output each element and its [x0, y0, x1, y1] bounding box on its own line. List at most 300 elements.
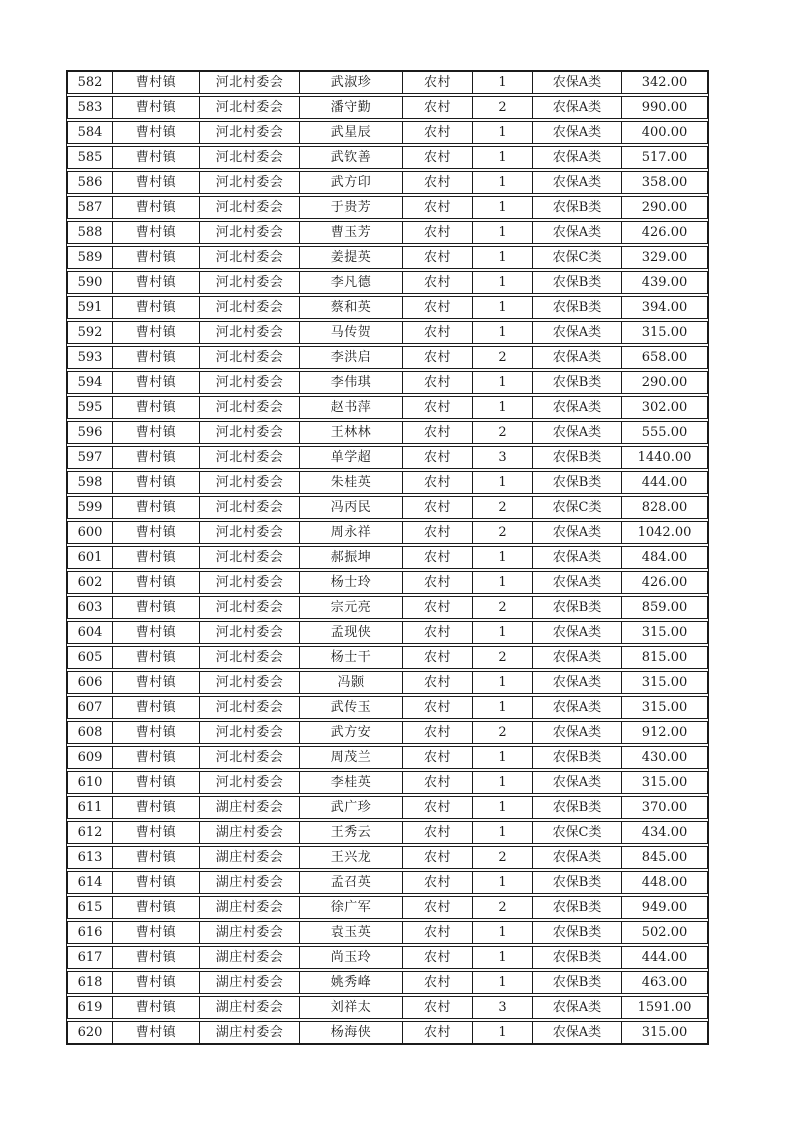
- cell-residence-type: 农村: [403, 72, 473, 93]
- cell-seq: 604: [68, 622, 113, 643]
- cell-person-count: 2: [473, 647, 533, 668]
- cell-town: 曹村镇: [113, 172, 200, 193]
- cell-amount: 555.00: [641, 425, 688, 440]
- cell-insurance-category: 农保B类: [533, 447, 622, 468]
- cell-amount: 315.00: [641, 775, 688, 790]
- cell-person-count: 1: [473, 572, 533, 593]
- cell-amount: 484.00: [641, 550, 688, 565]
- cell-person-count: 1: [473, 547, 533, 568]
- cell-amount: 1440.00: [637, 450, 692, 465]
- cell-seq: 599: [68, 497, 113, 518]
- cell-residence-type: 农村: [403, 347, 473, 368]
- cell-residence-type: 农村: [403, 697, 473, 718]
- cell-seq: 601: [68, 547, 113, 568]
- cell-residence-type: 农村: [403, 447, 473, 468]
- cell-amount: 394.00: [641, 300, 688, 315]
- cell-person-count: 2: [473, 422, 533, 443]
- cell-village: 河北村委会: [200, 397, 300, 418]
- cell-insurance-category: 农保A类: [533, 347, 622, 368]
- cell-person-count: 2: [473, 847, 533, 868]
- cell-amount: 1591.00: [637, 1000, 692, 1015]
- cell-village: 河北村委会: [200, 722, 300, 743]
- cell-person-name: 冯颢: [300, 672, 403, 693]
- cell-insurance-category: 农保B类: [533, 922, 622, 943]
- cell-person-count: 1: [473, 72, 533, 93]
- cell-town: 曹村镇: [113, 747, 200, 768]
- cell-person-name: 冯丙民: [300, 497, 403, 518]
- cell-insurance-category: 农保B类: [533, 897, 622, 918]
- cell-person-count: 3: [473, 997, 533, 1018]
- cell-insurance-category: 农保B类: [533, 372, 622, 393]
- cell-person-count: 2: [473, 897, 533, 918]
- cell-person-name: 宗元亮: [300, 597, 403, 618]
- cell-insurance-category: 农保A类: [533, 322, 622, 343]
- cell-person-name: 蔡和英: [300, 297, 403, 318]
- cell-person-count: 1: [473, 397, 533, 418]
- table-row: [67, 946, 708, 969]
- cell-person-name: 武方印: [300, 172, 403, 193]
- table-row: [67, 471, 708, 494]
- cell-residence-type: 农村: [403, 947, 473, 968]
- cell-village: 河北村委会: [200, 272, 300, 293]
- cell-village: 河北村委会: [200, 347, 300, 368]
- cell-amount: 400.00: [641, 125, 688, 140]
- cell-town: 曹村镇: [113, 247, 200, 268]
- cell-person-name: 武星辰: [300, 122, 403, 143]
- cell-person-name: 孟现侠: [300, 622, 403, 643]
- cell-insurance-category: 农保B类: [533, 747, 622, 768]
- cell-person-name: 朱桂英: [300, 472, 403, 493]
- cell-person-name: 武传玉: [300, 697, 403, 718]
- cell-residence-type: 农村: [403, 847, 473, 868]
- cell-seq: 588: [68, 222, 113, 243]
- cell-person-name: 姜提英: [300, 247, 403, 268]
- cell-village: 河北村委会: [200, 772, 300, 793]
- cell-residence-type: 农村: [403, 747, 473, 768]
- cell-seq: 616: [68, 922, 113, 943]
- cell-amount: 912.00: [641, 725, 688, 740]
- cell-town: 曹村镇: [113, 272, 200, 293]
- cell-residence-type: 农村: [403, 147, 473, 168]
- cell-person-count: 3: [473, 447, 533, 468]
- cell-insurance-category: 农保C类: [533, 822, 622, 843]
- cell-amount: 315.00: [641, 700, 688, 715]
- cell-person-count: 2: [473, 522, 533, 543]
- table-row: [67, 896, 708, 919]
- cell-person-count: 1: [473, 672, 533, 693]
- cell-village: 河北村委会: [200, 97, 300, 118]
- cell-seq: 614: [68, 872, 113, 893]
- cell-person-name: 周永祥: [300, 522, 403, 543]
- table-row: [67, 921, 708, 944]
- cell-residence-type: 农村: [403, 372, 473, 393]
- cell-person-name: 武广珍: [300, 797, 403, 818]
- cell-person-count: 1: [473, 972, 533, 993]
- cell-residence-type: 农村: [403, 497, 473, 518]
- cell-village: 河北村委会: [200, 622, 300, 643]
- cell-amount: 290.00: [641, 375, 688, 390]
- cell-seq: 605: [68, 647, 113, 668]
- table-row: [67, 746, 708, 769]
- cell-seq: 584: [68, 122, 113, 143]
- cell-amount: 358.00: [641, 175, 688, 190]
- cell-person-count: 2: [473, 97, 533, 118]
- table-row: [67, 696, 708, 719]
- cell-residence-type: 农村: [403, 797, 473, 818]
- cell-residence-type: 农村: [403, 522, 473, 543]
- cell-seq: 606: [68, 672, 113, 693]
- cell-residence-type: 农村: [403, 572, 473, 593]
- cell-person-name: 曹玉芳: [300, 222, 403, 243]
- table-row: [67, 646, 708, 669]
- cell-town: 曹村镇: [113, 947, 200, 968]
- cell-insurance-category: 农保A类: [533, 997, 622, 1018]
- subsidy-table: [66, 70, 709, 1045]
- cell-residence-type: 农村: [403, 322, 473, 343]
- cell-amount: 315.00: [641, 625, 688, 640]
- cell-residence-type: 农村: [403, 647, 473, 668]
- table-row: [67, 1021, 708, 1044]
- table-row: [67, 171, 708, 194]
- cell-village: 河北村委会: [200, 422, 300, 443]
- cell-residence-type: 农村: [403, 97, 473, 118]
- cell-residence-type: 农村: [403, 397, 473, 418]
- cell-town: 曹村镇: [113, 447, 200, 468]
- cell-town: 曹村镇: [113, 697, 200, 718]
- cell-residence-type: 农村: [403, 772, 473, 793]
- cell-town: 曹村镇: [113, 772, 200, 793]
- cell-person-count: 1: [473, 297, 533, 318]
- cell-village: 河北村委会: [200, 472, 300, 493]
- cell-amount: 815.00: [641, 650, 688, 665]
- cell-person-count: 1: [473, 122, 533, 143]
- cell-amount: 315.00: [641, 675, 688, 690]
- cell-village: 湖庄村委会: [200, 797, 300, 818]
- table-row: [67, 796, 708, 819]
- cell-village: 河北村委会: [200, 647, 300, 668]
- cell-person-count: 1: [473, 322, 533, 343]
- cell-residence-type: 农村: [403, 822, 473, 843]
- cell-seq: 592: [68, 322, 113, 343]
- cell-village: 河北村委会: [200, 672, 300, 693]
- table-row: [67, 971, 708, 994]
- table-row: [67, 71, 708, 94]
- cell-person-name: 袁玉英: [300, 922, 403, 943]
- table-row: [67, 221, 708, 244]
- table-row: [67, 421, 708, 444]
- cell-town: 曹村镇: [113, 847, 200, 868]
- cell-person-count: 2: [473, 347, 533, 368]
- cell-person-count: 2: [473, 722, 533, 743]
- table-row: [67, 846, 708, 869]
- cell-insurance-category: 农保A类: [533, 147, 622, 168]
- cell-amount: 828.00: [641, 500, 688, 515]
- cell-town: 曹村镇: [113, 872, 200, 893]
- cell-town: 曹村镇: [113, 922, 200, 943]
- cell-residence-type: 农村: [403, 597, 473, 618]
- cell-town: 曹村镇: [113, 72, 200, 93]
- cell-person-count: 1: [473, 797, 533, 818]
- cell-person-name: 李桂英: [300, 772, 403, 793]
- cell-village: 河北村委会: [200, 447, 300, 468]
- table-row: [67, 771, 708, 794]
- cell-insurance-category: 农保B类: [533, 872, 622, 893]
- cell-person-count: 1: [473, 1022, 533, 1043]
- table-row: [67, 271, 708, 294]
- cell-town: 曹村镇: [113, 497, 200, 518]
- cell-person-name: 周茂兰: [300, 747, 403, 768]
- cell-residence-type: 农村: [403, 997, 473, 1018]
- cell-person-count: 1: [473, 222, 533, 243]
- cell-person-count: 2: [473, 597, 533, 618]
- cell-person-count: 1: [473, 172, 533, 193]
- cell-person-name: 杨士干: [300, 647, 403, 668]
- cell-amount: 370.00: [641, 800, 688, 815]
- cell-amount: 444.00: [641, 950, 688, 965]
- cell-residence-type: 农村: [403, 422, 473, 443]
- cell-town: 曹村镇: [113, 572, 200, 593]
- cell-residence-type: 农村: [403, 197, 473, 218]
- cell-town: 曹村镇: [113, 472, 200, 493]
- cell-insurance-category: 农保A类: [533, 572, 622, 593]
- cell-insurance-category: 农保B类: [533, 197, 622, 218]
- cell-seq: 590: [68, 272, 113, 293]
- cell-amount: 502.00: [641, 925, 688, 940]
- cell-village: 河北村委会: [200, 172, 300, 193]
- cell-seq: 613: [68, 847, 113, 868]
- cell-person-name: 王林林: [300, 422, 403, 443]
- cell-town: 曹村镇: [113, 647, 200, 668]
- table-row: [67, 821, 708, 844]
- cell-residence-type: 农村: [403, 622, 473, 643]
- cell-amount: 859.00: [641, 600, 688, 615]
- cell-seq: 582: [68, 72, 113, 93]
- cell-person-count: 1: [473, 922, 533, 943]
- cell-residence-type: 农村: [403, 472, 473, 493]
- cell-village: 河北村委会: [200, 147, 300, 168]
- cell-seq: 608: [68, 722, 113, 743]
- table-row: [67, 671, 708, 694]
- cell-person-name: 武淑珍: [300, 72, 403, 93]
- cell-residence-type: 农村: [403, 222, 473, 243]
- cell-person-count: 1: [473, 622, 533, 643]
- cell-seq: 602: [68, 572, 113, 593]
- cell-amount: 517.00: [641, 150, 688, 165]
- cell-seq: 595: [68, 397, 113, 418]
- cell-town: 曹村镇: [113, 322, 200, 343]
- cell-town: 曹村镇: [113, 672, 200, 693]
- cell-seq: 585: [68, 147, 113, 168]
- cell-seq: 615: [68, 897, 113, 918]
- cell-person-name: 郝振坤: [300, 547, 403, 568]
- cell-seq: 607: [68, 697, 113, 718]
- cell-amount: 315.00: [641, 1025, 688, 1040]
- cell-insurance-category: 农保A类: [533, 647, 622, 668]
- cell-person-name: 赵书萍: [300, 397, 403, 418]
- cell-seq: 609: [68, 747, 113, 768]
- cell-seq: 611: [68, 797, 113, 818]
- cell-insurance-category: 农保B类: [533, 797, 622, 818]
- cell-seq: 598: [68, 472, 113, 493]
- cell-insurance-category: 农保B类: [533, 972, 622, 993]
- table-row: [67, 596, 708, 619]
- table-row: [67, 371, 708, 394]
- cell-insurance-category: 农保A类: [533, 72, 622, 93]
- cell-insurance-category: 农保A类: [533, 1022, 622, 1043]
- cell-residence-type: 农村: [403, 297, 473, 318]
- cell-residence-type: 农村: [403, 247, 473, 268]
- cell-town: 曹村镇: [113, 1022, 200, 1043]
- cell-person-count: 1: [473, 272, 533, 293]
- cell-village: 河北村委会: [200, 547, 300, 568]
- cell-amount: 439.00: [641, 275, 688, 290]
- table-row: [67, 721, 708, 744]
- cell-residence-type: 农村: [403, 547, 473, 568]
- table-row: [67, 246, 708, 269]
- cell-person-name: 潘守勤: [300, 97, 403, 118]
- cell-person-name: 姚秀峰: [300, 972, 403, 993]
- cell-seq: 619: [68, 997, 113, 1018]
- cell-seq: 603: [68, 597, 113, 618]
- cell-seq: 596: [68, 422, 113, 443]
- cell-village: 湖庄村委会: [200, 947, 300, 968]
- table-row: [67, 996, 708, 1019]
- cell-town: 曹村镇: [113, 972, 200, 993]
- cell-person-count: 1: [473, 147, 533, 168]
- cell-insurance-category: 农保B类: [533, 472, 622, 493]
- cell-amount: 658.00: [641, 350, 688, 365]
- table-row: [67, 146, 708, 169]
- cell-insurance-category: 农保A类: [533, 697, 622, 718]
- cell-village: 河北村委会: [200, 222, 300, 243]
- cell-insurance-category: 农保A类: [533, 772, 622, 793]
- table-row: [67, 546, 708, 569]
- cell-insurance-category: 农保A类: [533, 547, 622, 568]
- cell-insurance-category: 农保A类: [533, 172, 622, 193]
- cell-seq: 586: [68, 172, 113, 193]
- cell-town: 曹村镇: [113, 522, 200, 543]
- cell-amount: 463.00: [641, 975, 688, 990]
- cell-amount: 434.00: [641, 825, 688, 840]
- cell-amount: 430.00: [641, 750, 688, 765]
- cell-town: 曹村镇: [113, 997, 200, 1018]
- cell-person-name: 李伟琪: [300, 372, 403, 393]
- cell-seq: 583: [68, 97, 113, 118]
- cell-village: 湖庄村委会: [200, 872, 300, 893]
- cell-insurance-category: 农保B类: [533, 297, 622, 318]
- cell-town: 曹村镇: [113, 347, 200, 368]
- cell-person-name: 李洪启: [300, 347, 403, 368]
- cell-village: 河北村委会: [200, 297, 300, 318]
- table-row: [67, 296, 708, 319]
- cell-insurance-category: 农保A类: [533, 222, 622, 243]
- cell-insurance-category: 农保A类: [533, 722, 622, 743]
- cell-amount: 1042.00: [637, 525, 692, 540]
- cell-residence-type: 农村: [403, 172, 473, 193]
- cell-town: 曹村镇: [113, 147, 200, 168]
- cell-seq: 600: [68, 522, 113, 543]
- cell-village: 河北村委会: [200, 747, 300, 768]
- cell-town: 曹村镇: [113, 822, 200, 843]
- cell-residence-type: 农村: [403, 272, 473, 293]
- cell-village: 湖庄村委会: [200, 1022, 300, 1043]
- cell-amount: 990.00: [641, 100, 688, 115]
- cell-insurance-category: 农保A类: [533, 397, 622, 418]
- cell-residence-type: 农村: [403, 122, 473, 143]
- cell-residence-type: 农村: [403, 922, 473, 943]
- cell-town: 曹村镇: [113, 547, 200, 568]
- table-row: [67, 96, 708, 119]
- cell-insurance-category: 农保A类: [533, 672, 622, 693]
- cell-seq: 610: [68, 772, 113, 793]
- table-row: [67, 346, 708, 369]
- cell-town: 曹村镇: [113, 797, 200, 818]
- cell-insurance-category: 农保A类: [533, 422, 622, 443]
- cell-person-name: 徐广军: [300, 897, 403, 918]
- cell-village: 河北村委会: [200, 522, 300, 543]
- table-row: [67, 496, 708, 519]
- cell-person-count: 1: [473, 372, 533, 393]
- cell-seq: 620: [68, 1022, 113, 1043]
- cell-person-count: 1: [473, 822, 533, 843]
- cell-town: 曹村镇: [113, 422, 200, 443]
- cell-amount: 426.00: [641, 225, 688, 240]
- cell-insurance-category: 农保C类: [533, 497, 622, 518]
- cell-town: 曹村镇: [113, 297, 200, 318]
- cell-town: 曹村镇: [113, 122, 200, 143]
- cell-amount: 329.00: [641, 250, 688, 265]
- cell-insurance-category: 农保B类: [533, 597, 622, 618]
- cell-town: 曹村镇: [113, 722, 200, 743]
- cell-person-count: 1: [473, 747, 533, 768]
- cell-town: 曹村镇: [113, 622, 200, 643]
- cell-village: 河北村委会: [200, 497, 300, 518]
- cell-person-name: 李凡德: [300, 272, 403, 293]
- cell-amount: 302.00: [641, 400, 688, 415]
- cell-person-count: 1: [473, 772, 533, 793]
- cell-amount: 426.00: [641, 575, 688, 590]
- cell-person-count: 1: [473, 872, 533, 893]
- cell-person-count: 1: [473, 947, 533, 968]
- cell-village: 河北村委会: [200, 197, 300, 218]
- cell-village: 湖庄村委会: [200, 897, 300, 918]
- cell-person-name: 刘祥太: [300, 997, 403, 1018]
- cell-amount: 448.00: [641, 875, 688, 890]
- cell-town: 曹村镇: [113, 897, 200, 918]
- cell-village: 河北村委会: [200, 697, 300, 718]
- cell-person-name: 孟召英: [300, 872, 403, 893]
- cell-insurance-category: 农保A类: [533, 97, 622, 118]
- cell-person-name: 尚玉玲: [300, 947, 403, 968]
- cell-amount: 444.00: [641, 475, 688, 490]
- cell-seq: 589: [68, 247, 113, 268]
- cell-person-name: 单学超: [300, 447, 403, 468]
- cell-person-count: 1: [473, 197, 533, 218]
- cell-residence-type: 农村: [403, 872, 473, 893]
- cell-person-count: 1: [473, 697, 533, 718]
- cell-insurance-category: 农保C类: [533, 247, 622, 268]
- cell-person-name: 王秀云: [300, 822, 403, 843]
- cell-person-name: 马传贺: [300, 322, 403, 343]
- cell-insurance-category: 农保A类: [533, 622, 622, 643]
- cell-person-count: 1: [473, 472, 533, 493]
- cell-village: 河北村委会: [200, 72, 300, 93]
- cell-insurance-category: 农保A类: [533, 522, 622, 543]
- cell-residence-type: 农村: [403, 1022, 473, 1043]
- cell-town: 曹村镇: [113, 397, 200, 418]
- cell-village: 河北村委会: [200, 597, 300, 618]
- cell-insurance-category: 农保B类: [533, 947, 622, 968]
